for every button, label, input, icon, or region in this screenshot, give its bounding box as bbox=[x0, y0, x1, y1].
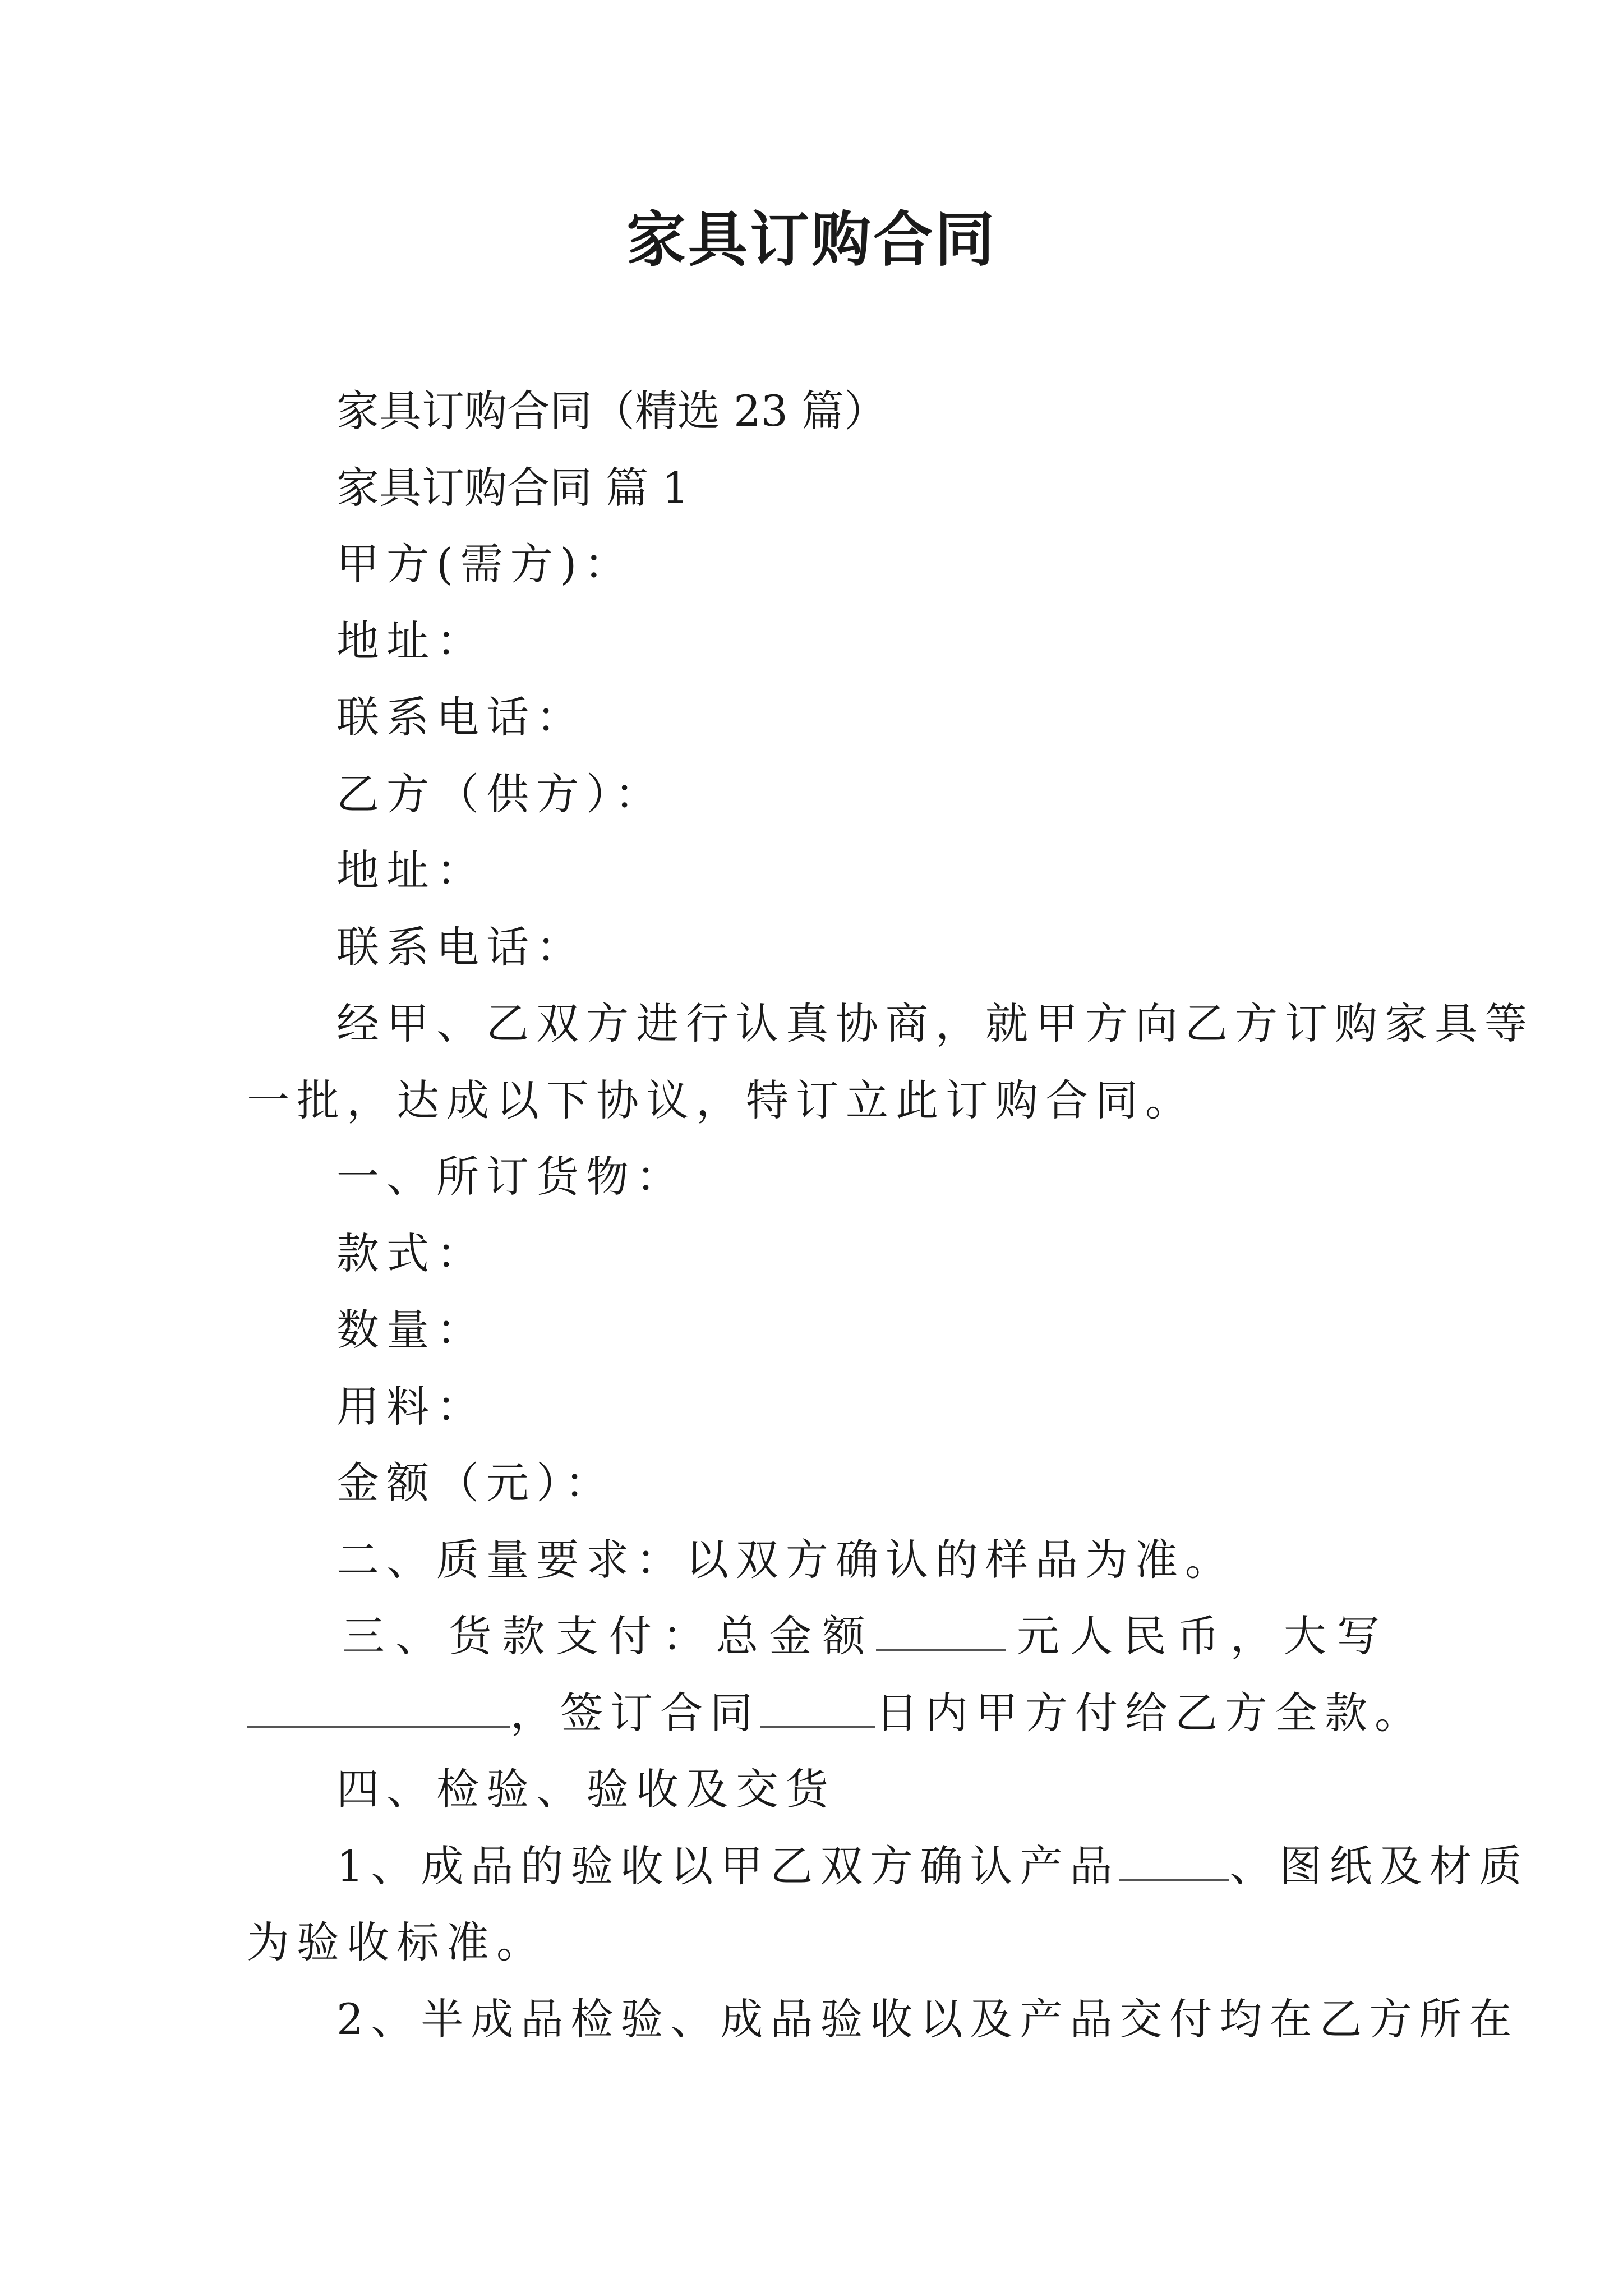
intro-paragraph-line-2: 一批，达成以下协议，特订立此订购合同。 bbox=[247, 1075, 1195, 1125]
clause-4-item-1-line-2: 为验收标准。 bbox=[247, 1917, 546, 1967]
clause-3-char: 人 bbox=[1070, 1611, 1113, 1661]
payment-days-blank bbox=[760, 1691, 875, 1728]
clause-3-char: 写 bbox=[1336, 1611, 1380, 1661]
clause-3-char: ， bbox=[1230, 1611, 1273, 1661]
clause-4-heading: 四、检验、验收及交货 bbox=[336, 1764, 836, 1814]
clause-3-char: 民 bbox=[1123, 1611, 1166, 1661]
clause-3-char: 元 bbox=[1016, 1611, 1059, 1661]
intro-paragraph-line-1: 经甲、乙双方进行认真协商，就甲方向乙方订购家具等 bbox=[336, 999, 1534, 1048]
clause-3-payment-line-1 bbox=[247, 1598, 1380, 1675]
clause-2-quality: 二、质量要求：以双方确认的样品为准。 bbox=[336, 1534, 1235, 1585]
clause-3-char: 金 bbox=[769, 1611, 812, 1661]
document-title: 家具订购合同 bbox=[626, 204, 997, 274]
total-amount-blank bbox=[876, 1614, 1006, 1651]
clause-3-char: 大 bbox=[1283, 1611, 1326, 1661]
party-a-address-label: 地址： bbox=[336, 615, 486, 666]
clause-3-char: 款 bbox=[502, 1611, 545, 1661]
clause-3-char: ： bbox=[662, 1611, 706, 1661]
clause-1-style-label: 款式： bbox=[336, 1228, 486, 1278]
clause-1-material-label: 用料： bbox=[336, 1381, 486, 1432]
clause-3-char: 币 bbox=[1177, 1611, 1220, 1661]
clause-3-char: 三 bbox=[342, 1611, 385, 1661]
party-a-phone-label: 联系电话： bbox=[336, 692, 586, 742]
clause-4-item-1-text-a: 1、成品的验收以甲乙双方确认产品 bbox=[336, 1841, 1120, 1891]
clause-3-char: 、 bbox=[395, 1611, 439, 1661]
party-a-label: 甲方(需方)： bbox=[336, 539, 634, 589]
clause-4-item-2: 2、半成品检验、成品验收以及产品交付均在乙方所在 bbox=[336, 1994, 1519, 2044]
clause-3-char: 支 bbox=[555, 1611, 598, 1661]
clause-3-char: 付 bbox=[608, 1611, 652, 1661]
clause-3-text-a: ，签订合同 bbox=[510, 1687, 760, 1738]
clause-3-char: 货 bbox=[449, 1611, 492, 1661]
sample-blank bbox=[1119, 1844, 1229, 1881]
party-b-phone-label: 联系电话： bbox=[336, 922, 586, 972]
clause-3-text-b: 日内甲方付给乙方全款。 bbox=[875, 1687, 1424, 1738]
clause-3-char: 额 bbox=[822, 1611, 865, 1661]
document-body bbox=[247, 373, 1534, 2058]
clause-1-amount-label: 金额（元）： bbox=[336, 1458, 615, 1508]
party-b-label: 乙方（供方）： bbox=[336, 769, 665, 819]
clause-3-char: 总 bbox=[716, 1611, 759, 1661]
clause-1-heading: 一、所订货物： bbox=[336, 1152, 686, 1202]
clause-1-quantity-label: 数量： bbox=[336, 1305, 486, 1355]
document-subtitle: 家具订购合同（精选 23 篇） bbox=[336, 386, 887, 436]
section-heading: 家具订购合同 篇 1 bbox=[336, 462, 689, 513]
clause-4-item-1-text-b: 、图纸及材质 bbox=[1229, 1841, 1529, 1891]
clause-3-payment-line-2 bbox=[247, 1675, 1424, 1752]
amount-in-words-blank bbox=[247, 1691, 510, 1728]
party-b-address-label: 地址： bbox=[336, 845, 486, 895]
clause-4-item-1-line-1 bbox=[247, 1828, 1529, 1905]
